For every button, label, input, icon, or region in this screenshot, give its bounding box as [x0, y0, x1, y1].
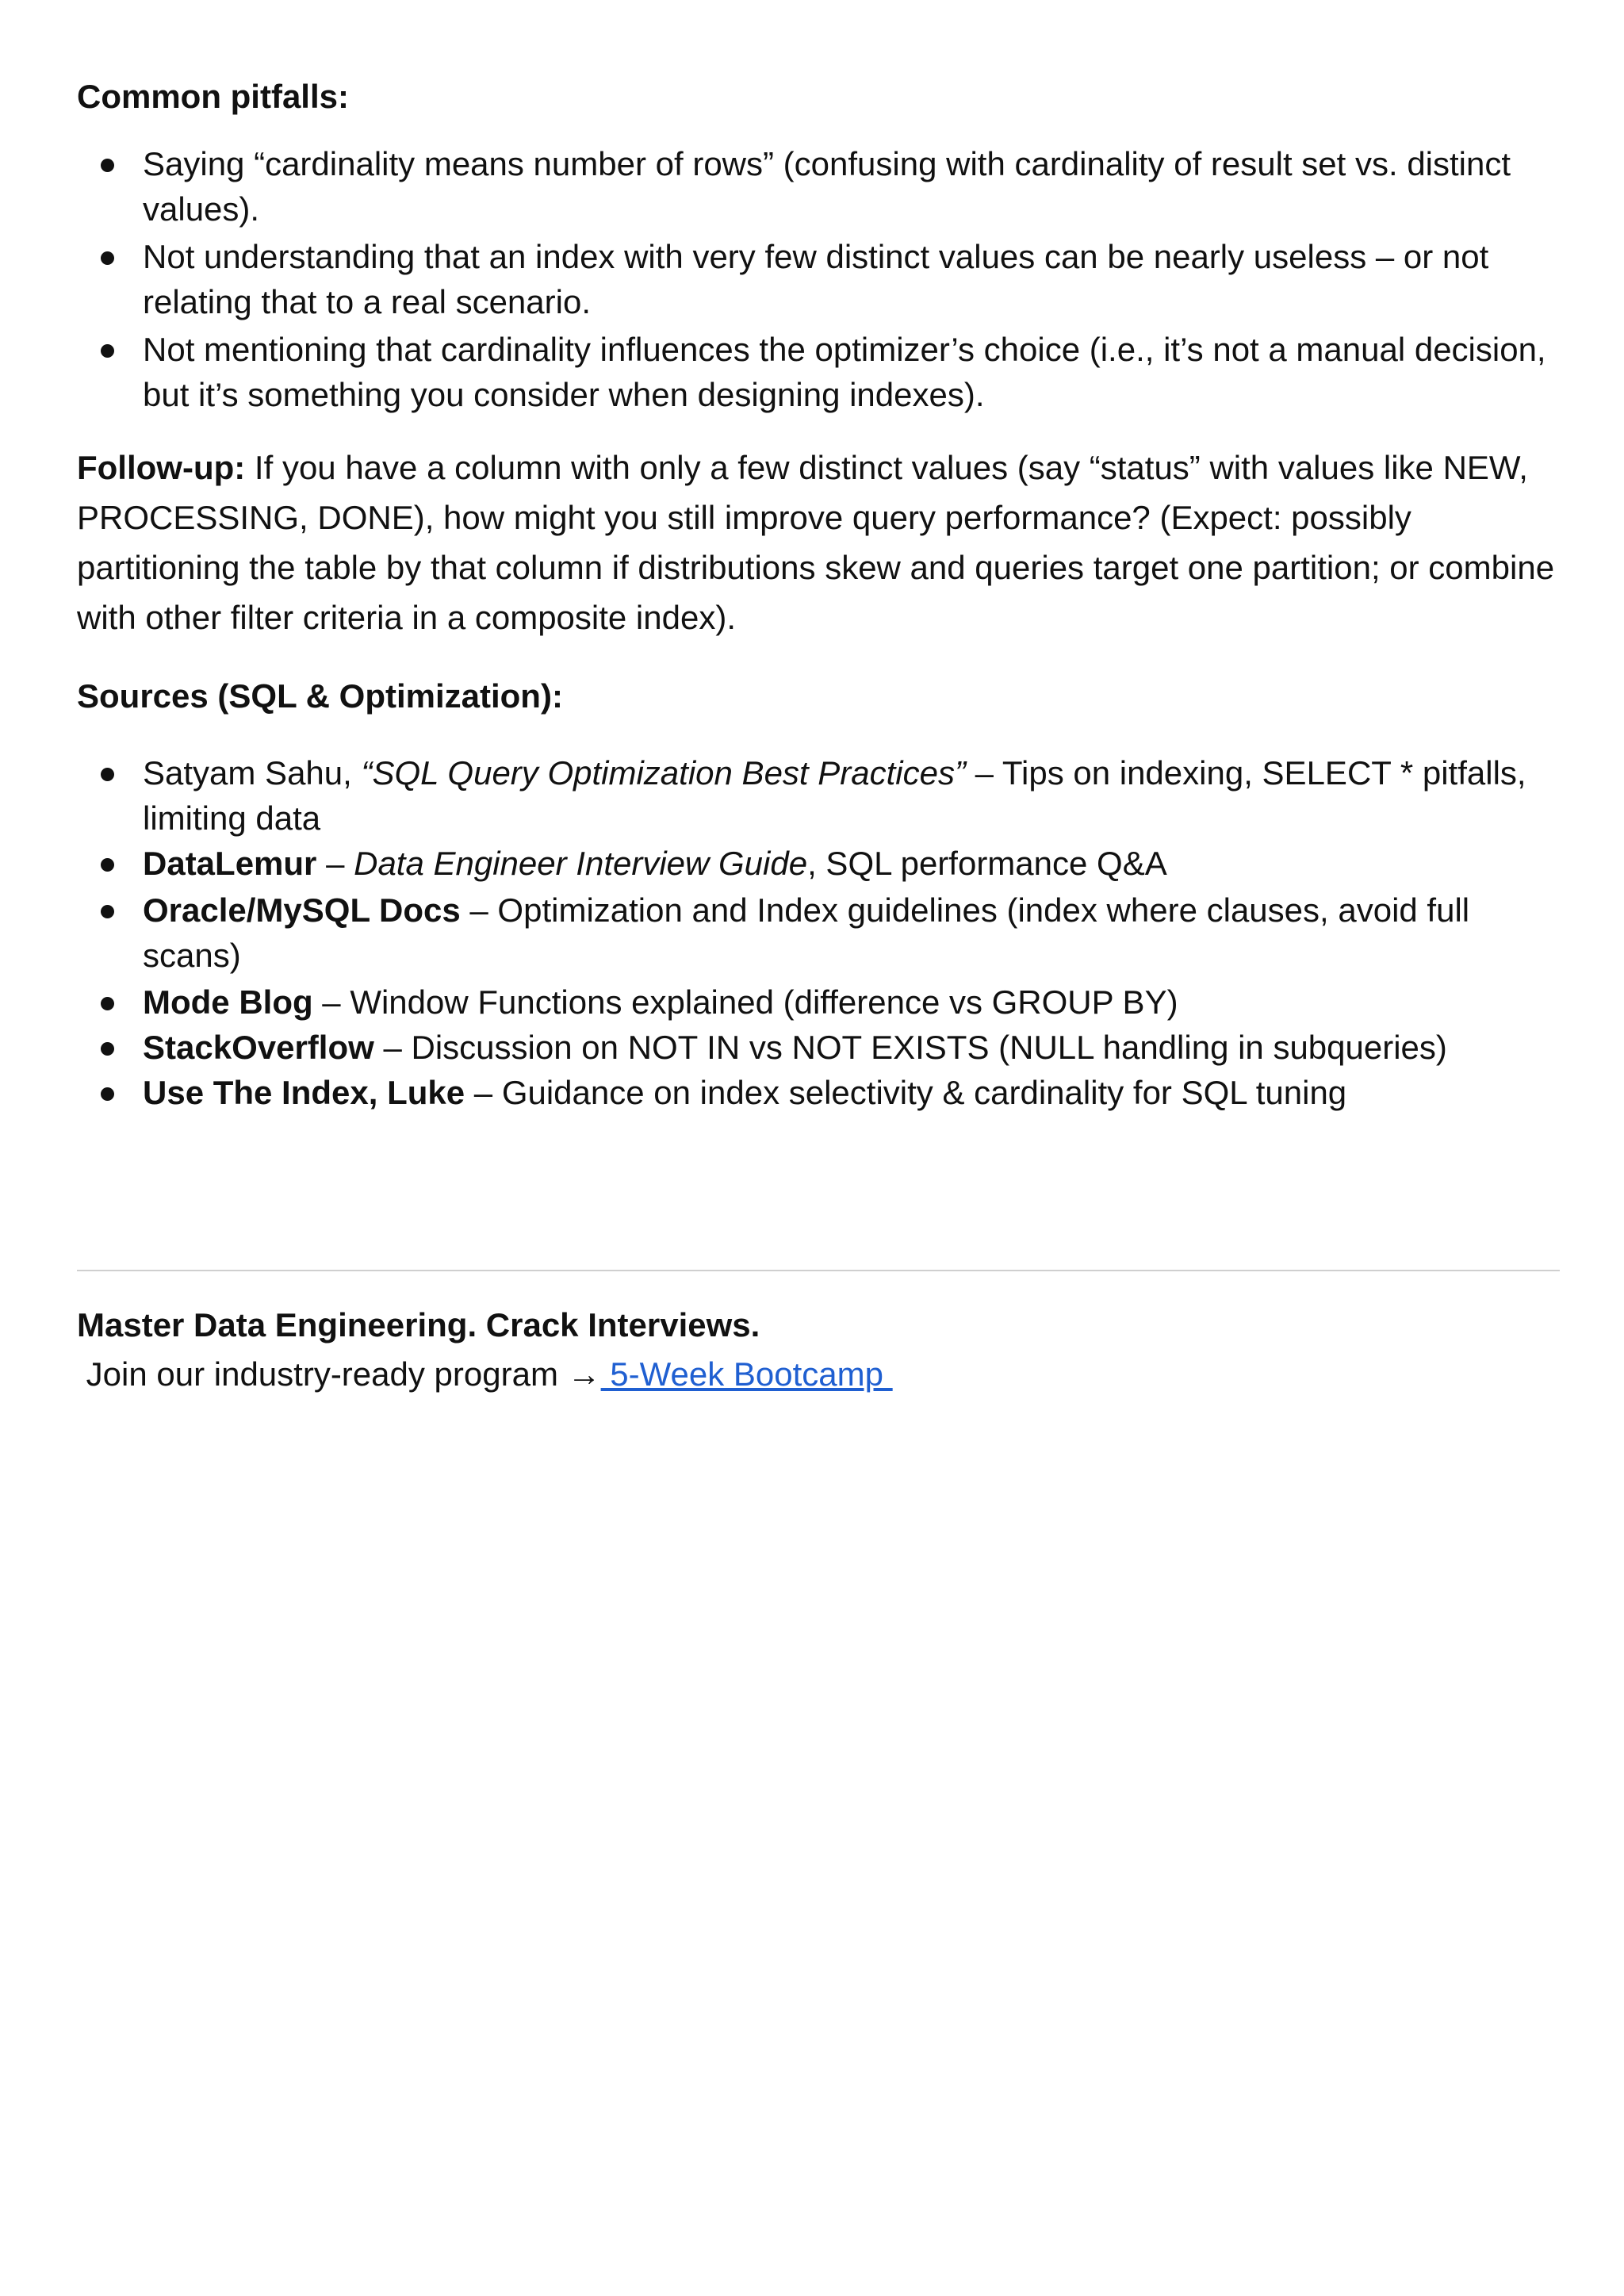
source-separator: – [316, 845, 354, 882]
source-description: , SQL performance Q&A [807, 845, 1167, 882]
section-divider [77, 1270, 1560, 1271]
source-description: – Tips on indexing, SELECT * pitfalls, limiting data [143, 754, 1526, 837]
bullet-icon [101, 768, 114, 781]
bullet-icon [101, 159, 114, 172]
bullet-icon [101, 251, 114, 265]
source-name: Mode Blog [143, 983, 313, 1021]
bullet-icon [101, 997, 114, 1010]
source-name: Oracle/MySQL Docs [143, 891, 461, 929]
pitfalls-heading: Common pitfalls: [77, 78, 349, 115]
source-description: – Guidance on index selectivity & cardinality for SQL tuning [465, 1074, 1347, 1111]
footer-title: Master Data Engineering. Crack Interviews. [77, 1306, 760, 1343]
bullet-icon [101, 344, 114, 358]
list-item [77, 327, 1560, 417]
document-page [77, 73, 1560, 1115]
list-item-text: Not mentioning that cardinality influences the optimizer’s choice (i.e., it’s not a manual decision, but it’s something you consider when designing indexes). [143, 331, 1546, 413]
footer-cta-text: Join our industry-ready program → [77, 1355, 601, 1393]
followup-label: Follow-up: [77, 449, 246, 486]
list-item [77, 841, 1560, 886]
source-description: – Optimization and Index guidelines (index where clauses, avoid full scans) [143, 891, 1470, 974]
source-description: – Window Functions explained (difference vs GROUP BY) [312, 983, 1178, 1021]
list-item [77, 979, 1560, 1025]
pitfalls-list [77, 141, 1560, 417]
source-title: “SQL Query Optimization Best Practices” [361, 754, 966, 792]
footer [77, 1301, 1560, 1399]
footer-cta [77, 1349, 1560, 1399]
bullet-icon [101, 858, 114, 872]
bootcamp-link[interactable]: 5-Week Bootcamp [600, 1355, 893, 1393]
followup-paragraph [77, 443, 1560, 642]
bullet-icon [101, 1087, 114, 1101]
source-title: Data Engineer Interview Guide [354, 845, 808, 882]
sources-list [77, 750, 1560, 1115]
source-name: StackOverflow [143, 1029, 374, 1066]
bullet-icon [101, 905, 114, 918]
bullet-icon [101, 1042, 114, 1056]
list-item-text: Not understanding that an index with very few distinct values can be nearly useless – or not relating that to a real scenario. [143, 238, 1489, 320]
source-description: – Discussion on NOT IN vs NOT EXISTS (NULL handling in subqueries) [373, 1029, 1447, 1066]
list-item [77, 234, 1560, 324]
list-item [77, 1070, 1560, 1115]
list-item [77, 141, 1560, 232]
source-name: DataLemur [143, 845, 317, 882]
source-author: Satyam Sahu, [143, 754, 362, 792]
source-name: Use The Index, Luke [143, 1074, 465, 1111]
sources-heading: Sources (SQL & Optimization): [77, 677, 563, 715]
list-item [77, 1025, 1560, 1070]
list-item [77, 887, 1560, 978]
list-item [77, 750, 1560, 841]
followup-text: If you have a column with only a few distinct values (say “status” with values like NEW, PROCESSING, DONE), how might you still improve query performance? (Expect: possibly partitioning the table by that column if distributions skew and queries target one partition; or combine with other filter criteria in a composite index). [77, 449, 1555, 636]
list-item-text: Saying “cardinality means number of rows” (confusing with cardinality of result set vs. distinct values). [143, 145, 1511, 228]
